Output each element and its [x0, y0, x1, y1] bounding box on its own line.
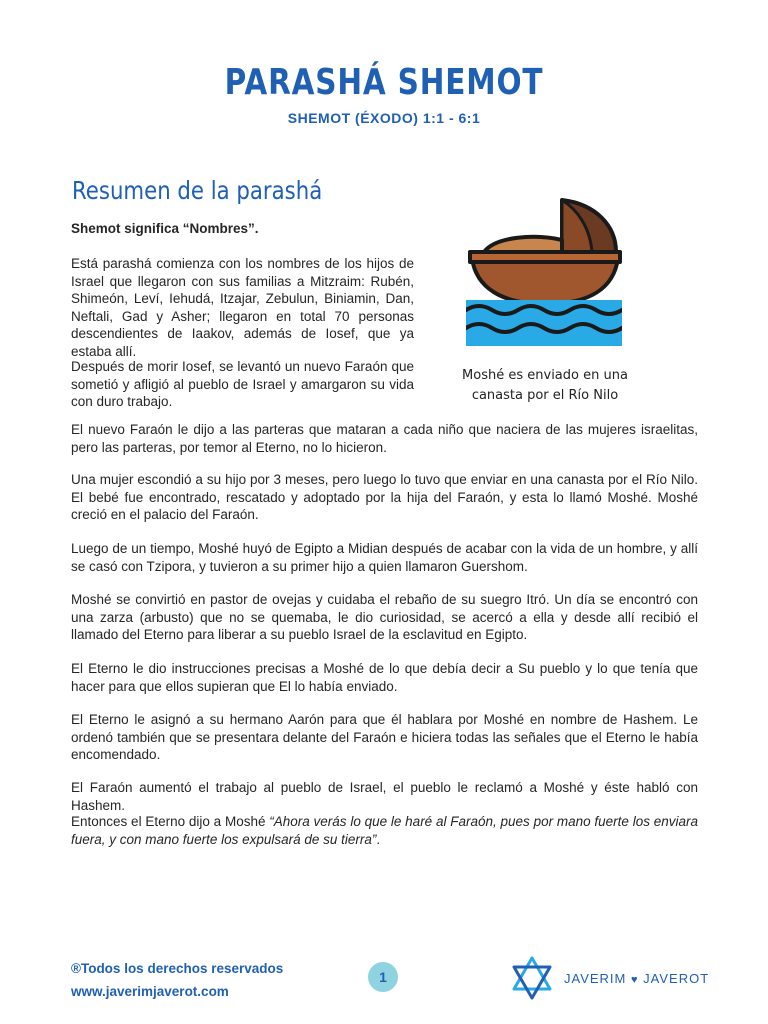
promise-intro: Entonces el Eterno dijo a Moshé — [71, 814, 270, 829]
boat-hull — [472, 258, 618, 304]
basket-top — [484, 237, 562, 252]
caption-line-1: Moshé es enviado en una — [462, 368, 628, 383]
page-number-badge: 1 — [368, 962, 398, 992]
brand-logo-text — [564, 971, 709, 986]
star-of-david-icon — [510, 956, 554, 1000]
page-title: PARASHÁ SHEMOT — [224, 62, 544, 103]
paragraph-more-work: El Faraón aumentó el trabajo al pueblo de Israel, el pueblo le reclamó a Moshé y éste habló con Hashem. — [71, 780, 698, 813]
paragraph-basket: Una mujer escondió a su hijo por 3 meses, pero luego lo tuvo que enviar en una canasta por el Río Nilo. El bebé fue encontrado, rescatado y adoptado por la hija del Faraón, y esta lo llamó Moshé. Moshé creció en el palacio del Faraón. — [71, 472, 698, 523]
paragraph-promise — [71, 813, 698, 848]
section-title: Resumen de la parashá — [72, 176, 323, 205]
paragraph-midian: Luego de un tiempo, Moshé huyó de Egipto a Midian después de acabar con la vida de un hombre, y allí se casó con Tzipora, y tuvieron a su primer hijo a quien llamaron Guershom. — [71, 541, 698, 574]
paragraph-midwives: El nuevo Faraón le dijo a las parteras que mataran a cada niño que naciera de las mujeres israelitas, pero las parteras, por temor al Eterno, no lo hicieron. — [71, 422, 698, 455]
basket-boat-on-water-icon — [466, 196, 622, 346]
paragraph-new-pharaoh: Después de morir Iosef, se levantó un nuevo Faraón que sometió y afligió al pueblo de Israel y amargaron su vida con duro trabajo. — [71, 359, 414, 410]
website-link[interactable]: www.javerimjaverot.com — [71, 984, 229, 999]
copyright-notice: ®Todos los derechos reservados — [71, 961, 284, 976]
boat-rim — [470, 252, 620, 262]
page-subtitle: SHEMOT (ÉXODO) 1:1 - 6:1 — [287, 110, 481, 126]
paragraph-meaning: Shemot significa “Nombres”. — [71, 221, 259, 236]
illustration-caption — [450, 366, 640, 406]
paragraph-burning-bush: Moshé se convirtió en pastor de ovejas y cuidaba el rebaño de su suegro Itró. Un día se encontró con una zarza (arbusto) que no se quemaba, le dio curiosidad, se acercó a ella y desde allí recibió el llamado del Eterno para liberar a su pueblo Israel de la esclavitud en Egipto. — [71, 592, 698, 643]
paragraph-instructions: El Eterno le dio instrucciones precisas a Moshé de lo que debía decir a Su pueblo y lo que tenía que hacer para que ellos supieran que El lo había enviado. — [71, 661, 698, 694]
promise-quote: “Ahora verás lo que le haré al Faraón, pues por mano fuerte los enviara fuera, y con mano fuerte los expulsará de su tierra” — [71, 814, 698, 847]
promise-end: . — [376, 831, 381, 847]
heart-icon: ♥ — [631, 974, 639, 986]
paragraph-aaron: El Eterno le asignó a su hermano Aarón para que él hablara por Moshé en nombre de Hashem. Le ordenó también que se presentara delante del Faraón e hiciera todas las señales que el Eterno le había encomendado. — [71, 712, 698, 763]
caption-line-2: canasta por el Río Nilo — [471, 388, 619, 403]
paragraph-names: Está parashá comienza con los nombres de los hijos de Israel que llegaron con sus familias a Mitzraim: Rubén, Shimeón, Leví, Iehudá, Itzajar, Zebulun, Biniamin, Dan, Neftali, Gad y Asher; llegaron en total 70 personas descendientes de Iaakov, además de Iosef, que ya estaba allí. — [71, 256, 414, 359]
brand-name-left: JAVERIM — [564, 971, 627, 986]
brand-name-right: JAVEROT — [643, 971, 710, 986]
